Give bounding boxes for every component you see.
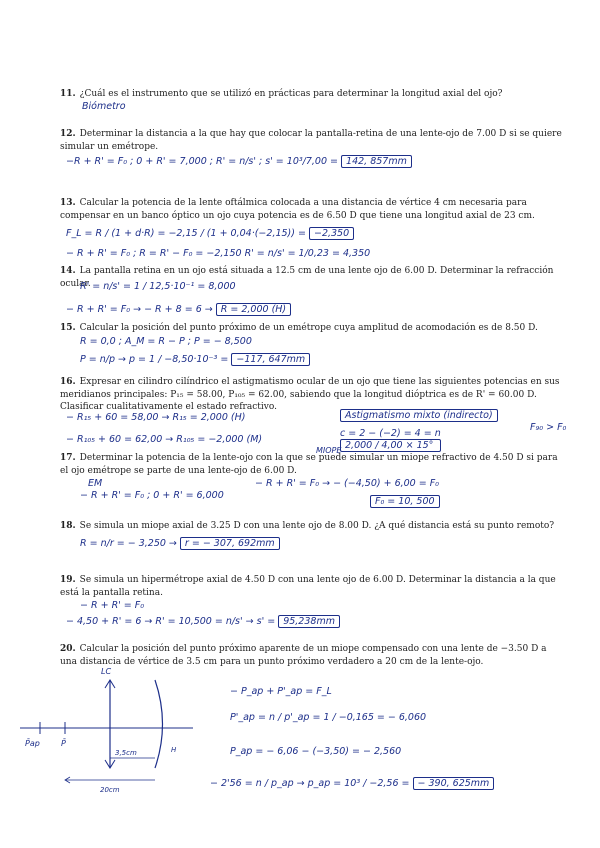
answer-15-work: R = 0,0 ; A_M = R − P ; P = − 8,500	[80, 336, 252, 347]
question-20: 20. Calcular la posición del punto próximo aparente de un miope compensado con una lente de −3.50 D a una distancia de vértice de 3.5 cm para un punto próximo verdadero a 20 cm de la lente-ojo.	[60, 644, 547, 667]
lens-diagram	[15, 660, 195, 795]
answer-16-result: c = 2 − (−2) = 4 = n 2,000 / 4,00 × 15°	[340, 428, 441, 451]
answer-17-miope-label: MIOPE	[316, 446, 342, 455]
answer-13-result: −2,350	[309, 227, 354, 240]
answer-20-result: − 390, 625mm	[413, 777, 495, 790]
answer-14-result: R = 2,000 (H)	[216, 303, 291, 316]
answer-17-work: − R + R' = F₀ ; 0 + R' = 6,000	[80, 490, 224, 501]
question-13: 13. Calcular la potencia de la lente oftálmica colocada a una distancia de vértice 4 cm necesaria para compensar en un banco óptico un ojo cuya potencia es de 6.50 D que tiene una longitud axial de 23 cm.	[60, 198, 535, 221]
answer-19-work-2: − 4,50 + R' = 6 → R' = 10,500 = n/s' → s' = 95,238mm	[66, 616, 340, 627]
question-14: 14. La pantalla retina en un ojo está situada a 12.5 cm de una lente ojo de 6.00 D. Determinar la refracción ocular.	[60, 266, 554, 289]
label-lc: LC	[101, 667, 112, 676]
answer-20-work-3: P_ap = − 6,06 − (−3,50) = − 2,560	[230, 746, 402, 757]
answer-20-work-2: P'_ap = n / p'_ap = 1 / −0,165 = − 6,060	[230, 712, 427, 723]
answer-18-result: r = − 307, 692mm	[180, 537, 280, 550]
answer-17-work-2: − R + R' = F₀ → − (−4,50) + 6,00 = F₀	[255, 478, 439, 489]
answer-16-work-2: − R₁₀₅ + 60 = 62,00 → R₁₀₅ = −2,000 (M)	[66, 434, 263, 445]
answer-17-em-label: EM	[88, 478, 103, 489]
question-16: 16. Expresar en cilindro cilíndrico el astigmatismo ocular de un ojo que tiene las siguientes potencias en sus meridianos principales: P₁₅ = 58.00, P₁₀₅ = 62.00, sabiendo que la longitud dióptrica es de R' = 60.00 D. Clasificar cualitativamente el estado refractivo.	[60, 377, 560, 412]
answer-16-work: − R₁₅ + 60 = 58,00 → R₁₅ = 2,000 (H)	[66, 412, 246, 423]
question-19: 19. Se simula un hipermétrope axial de 4.50 D con una lente ojo de 6.00 D. Determinar la distancia a la que está la pantalla retina.	[60, 575, 556, 598]
answer-16-relation: F₉₀ > F₀	[530, 422, 567, 433]
question-17: 17. Determinar la potencia de la lente-ojo con la que se puede simular un miope refractivo de 4.50 D si para el ojo emétrope se parte de una lente-ojo de 6.00 D.	[60, 453, 558, 476]
answer-14-work-2: − R + R' = F₀ → − R + 8 = 6 → R = 2,000 (H)	[66, 304, 291, 315]
label-h: H	[171, 746, 177, 754]
answer-14-work: R' = n/s' = 1 / 12,5·10⁻¹ = 8,000	[80, 281, 236, 292]
answer-19-work: − R + R' = F₀	[80, 600, 145, 611]
question-18: 18. Se simula un miope axial de 3.25 D con una lente ojo de 8.00 D. ¿A qué distancia está su punto remoto?	[60, 521, 555, 531]
label-near-distance: 20cm	[100, 786, 120, 794]
answer-17-result: F₀ = 10, 500	[370, 496, 440, 507]
answer-19-result: 95,238mm	[278, 615, 340, 628]
answer-12-result: 142, 857mm	[341, 155, 412, 168]
label-p: P̄	[61, 739, 66, 748]
question-11: 11. ¿Cuál es el instrumento que se utilizó en prácticas para determinar la longitud axial del ojo?	[60, 89, 503, 99]
answer-20-work-4: − 2'56 = n / p_ap → p_ap = 10³ / −2,56 = − 390, 625mm	[210, 778, 494, 789]
answer-18-work: R = n/r = − 3,250 → r = − 307, 692mm	[80, 538, 280, 549]
label-pap: P̄ap	[25, 739, 40, 748]
answer-20-work: − P_ap + P'_ap = F_L	[230, 686, 332, 697]
answer-11: Biómetro	[82, 101, 126, 112]
answer-13-work: F_L = R / (1 + d·R) = −2,15 / (1 + 0,04·(−2,15)) = −2,350	[66, 228, 354, 239]
answer-16-classification: Astigmatismo mixto (indirecto)	[340, 410, 498, 421]
question-12: 12. Determinar la distancia a la que hay que colocar la pantalla-retina de una lente-ojo de 7.00 D si se quiere simular un emétrope.	[60, 129, 562, 152]
question-15: 15. Calcular la posición del punto próximo de un emétrope cuya amplitud de acomodación es de 8.50 D.	[60, 323, 538, 333]
answer-13-work-2: − R + R' = F₀ ; R = R' − F₀ = −2,150 R' = n/s' = 1/0,23 = 4,350	[66, 248, 371, 259]
answer-12-work: −R + R' = F₀ ; 0 + R' = 7,000 ; R' = n/s' ; s' = 10³/7,00 = 142, 857mm	[66, 156, 412, 167]
eye-lens-curve	[155, 680, 163, 768]
label-vertex-distance: 3,5cm	[115, 749, 137, 757]
answer-15-result: −117, 647mm	[231, 353, 310, 366]
answer-15-work-2: P = n/p → p = 1 / −8,50·10⁻³ = −117, 647mm	[80, 354, 310, 365]
